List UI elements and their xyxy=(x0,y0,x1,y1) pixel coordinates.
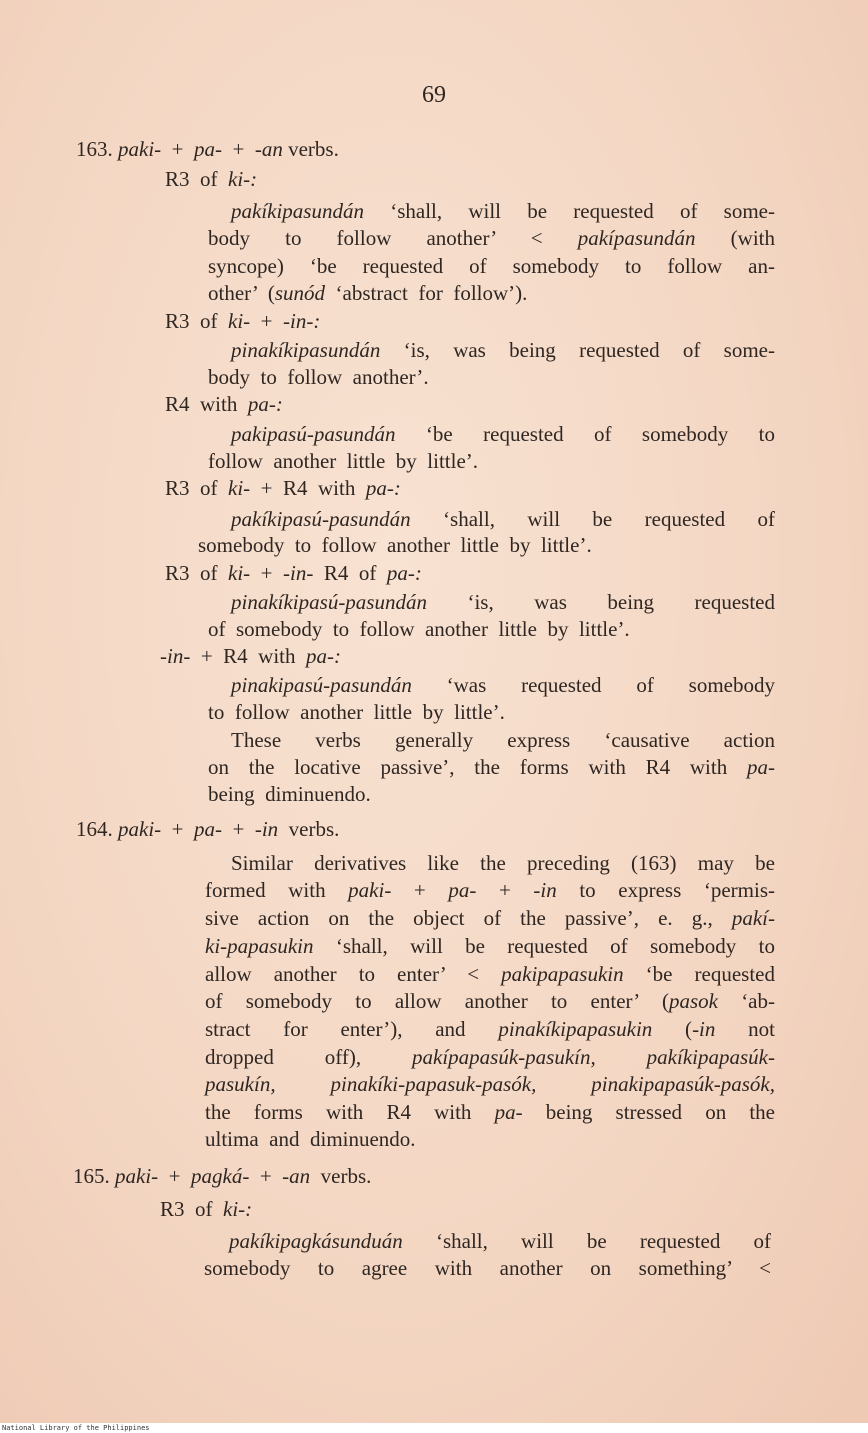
text-line: of somebody to follow another little by little’. xyxy=(208,617,630,641)
text-line: stract for enter’), and pinakíkipapasukin (-in not xyxy=(205,1017,775,1041)
text-line: R3 of ki- + -in- R4 of pa-: xyxy=(165,561,422,585)
text-line: ultima and diminuendo. xyxy=(205,1127,416,1151)
text-line: 163. paki- + pa- + -an verbs. xyxy=(76,137,339,161)
text-line: to follow another little by little’. xyxy=(208,700,505,724)
text-line: of somebody to allow another to enter’ (pasok ‘ab- xyxy=(205,989,775,1013)
text-line: These verbs generally express ‘causative action xyxy=(231,728,775,752)
text-line: the forms with R4 with pa- being stressed on the xyxy=(205,1100,776,1124)
text-line: on the locative passive’, the forms with R4 with pa- xyxy=(208,755,775,779)
text-line: other’ (sunód ‘abstract for follow’). xyxy=(208,281,528,305)
text-line: R4 with pa-: xyxy=(165,392,283,416)
text-line: R3 of ki- + R4 with pa-: xyxy=(165,476,401,500)
text-line: ki-papasukin ‘shall, will be requested of somebody to xyxy=(205,934,775,958)
text-line: being diminuendo. xyxy=(208,782,371,806)
text-line: sive action on the object of the passive’, e. g., pakí- xyxy=(205,906,775,930)
text-line: formed with paki- + pa- + -in to express ‘permis- xyxy=(205,878,775,902)
text-line: pinakíkipasundán ‘is, was being requested of some- xyxy=(231,338,775,362)
text-line: body to follow another’. xyxy=(208,365,429,389)
text-line: pakíkipasú-pasundán ‘shall, will be requested of xyxy=(231,507,775,531)
text-line: Similar derivatives like the preceding (163) may be xyxy=(231,851,775,875)
text-line: pakíkipagkásunduán ‘shall, will be requested of xyxy=(229,1229,771,1253)
text-line: pinakíkipasú-pasundán ‘is, was being requested xyxy=(231,590,775,614)
text-line: R3 of ki-: xyxy=(165,167,258,191)
text-line: follow another little by little’. xyxy=(208,449,479,473)
text-line: pasukín, pinakíki-papasuk-pasók, pinakipapasúk-pasók, xyxy=(205,1072,775,1096)
text-line: dropped off), pakípapasúk-pasukín, pakíkipapasúk- xyxy=(205,1045,775,1069)
text-line: body to follow another’ < pakípasundán (with xyxy=(208,226,775,250)
footer-credit: National Library of the Philippines xyxy=(2,1424,150,1432)
text-line: syncope) ‘be requested of somebody to follow an- xyxy=(208,254,775,278)
text-line: 164. paki- + pa- + -in verbs. xyxy=(76,817,340,841)
text-line: 165. paki- + pagká- + -an verbs. xyxy=(73,1164,372,1188)
text-line: somebody to follow another little by little’. xyxy=(198,533,592,557)
text-line: allow another to enter’ < pakipapasukin ‘be requested xyxy=(205,962,775,986)
text-line: somebody to agree with another on something’ < xyxy=(204,1256,771,1280)
text-line: pakipasú-pasundán ‘be requested of somebody to xyxy=(231,422,775,446)
text-line: R3 of ki-: xyxy=(160,1197,253,1221)
text-line: pakíkipasundán ‘shall, will be requested of some- xyxy=(231,199,775,223)
text-line: R3 of ki- + -in-: xyxy=(165,309,321,333)
footer-bar xyxy=(0,1423,868,1433)
text-line: -in- + R4 with pa-: xyxy=(160,644,342,668)
page-number: 69 xyxy=(422,82,446,108)
text-line: pinakipasú-pasundán ‘was requested of somebody xyxy=(231,673,775,697)
